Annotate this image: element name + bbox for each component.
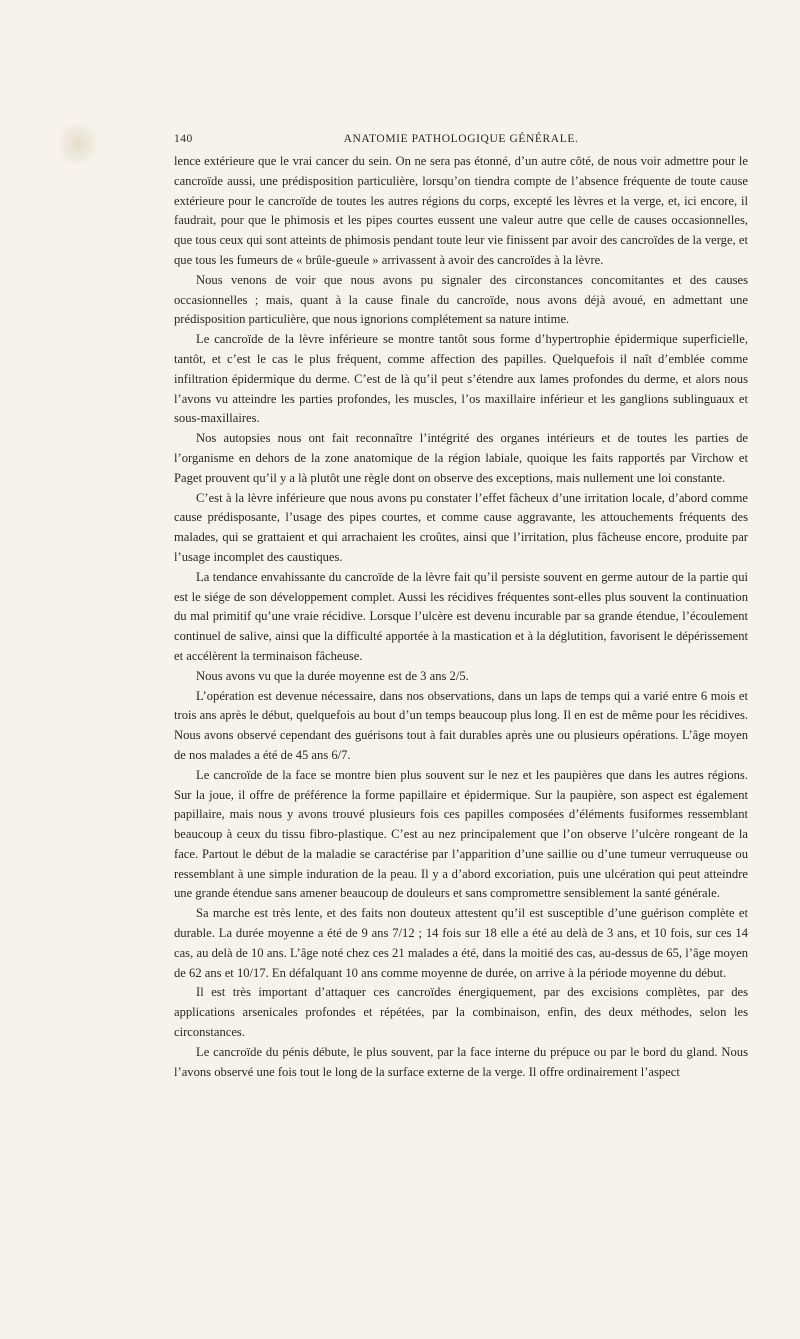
- paragraph: Nous venons de voir que nous avons pu signaler des circonstances concomitantes et des causes occasionnelles ; mais, quant à la cause finale du cancroïde, nous avons déjà avoué, en admettant une prédisposition particulière, que nous ignorions complétement sa nature intime.: [174, 272, 748, 327]
- paragraph: Nous avons vu que la durée moyenne est de 3 ans 2/5.: [196, 668, 469, 683]
- paragraph: Nos autopsies nous ont fait reconnaître l’intégrité des organes intérieurs et de toutes les parties de l’organisme en dehors de la zone anatomique de la région labiale, quoique les faits rapportés par Virchow et Paget prouvent qu’il y a là plutôt une règle dont on observe des exceptions, mais nullement une loi constante.: [174, 431, 748, 485]
- paragraph: Sa marche est très lente, et des faits non douteux attestent qu’il est susceptible d’une guérison complète et durable. La durée moyenne a été de 9 ans 7/12 ; 14 fois sur 18 elle a été au delà de 3 ans, et 10 fois, sur ces 14 cas, au delà de 10 ans. L’âge noté chez ces 21 malades a été, dans la moitié des cas, au-dessus de 65, l’âge moyen de 62 ans et 10/17. En défalquant 10 ans comme moyenne de durée, on arrive à la période moyenne du début.: [174, 906, 748, 980]
- body-text: [174, 152, 748, 1082]
- page-number: 140: [174, 133, 193, 145]
- paragraph: Le cancroïde de la lèvre inférieure se montre tantôt sous forme d’hypertrophie épidermique superficielle, tantôt, et c’est le cas le plus fréquent, comme affection des papilles. Quelquefois il naît d’emblée comme infiltration épidermique du derme. C’est de là qu’il peut s’étendre aux lames profondes du derme, et alors nous l’avons vu atteindre les parties profondes, les muscles, l’os maxillaire inférieur et les ganglions sublinguaux et sous-maxillaires.: [174, 332, 748, 426]
- paragraph-continued: lence extérieure que le vrai cancer du sein. On ne sera pas étonné, d’un autre côté, de nous voir admettre pour le cancroïde aussi, une prédisposition particulière, lorsqu’on tiendra compte de l’absence fréquente de toute cause extérieure pour le cancroïde de toutes les autres régions du corps, excepté les lèvres et la verge, et, ici encore, il faudrait, pour que le phimosis et les pipes courtes eussent une valeur autre que celle de causes occasionnelles, que tous ceux qui sont atteints de phimosis pendant toute leur vie finissent par avoir des cancroïdes de la verge, et que tous les fumeurs de « brûle-gueule » arrivassent à avoir des cancroïdes à la lèvre.: [174, 154, 748, 267]
- running-title: ANATOMIE PATHOLOGIQUE GÉNÉRALE.: [343, 133, 579, 145]
- paragraph: C’est à la lèvre inférieure que nous avons pu constater l’effet fâcheux d’une irritation locale, d’abord comme cause prédisposante, l’usage des pipes courtes, et comme cause aggravante, les attouchements fréquents des malades, qui se grattaient et qui arrachaient les croûtes, ainsi que l’irritation, plus fâcheuse encore, produite par l’usage incomplet des caustiques.: [174, 490, 748, 564]
- paragraph: Il est très important d’attaquer ces cancroïdes énergiquement, par des excisions complètes, par des applications arsenicales profondes et répétées, par la combinaison, enfin, des deux méthodes, selon les circonstances.: [174, 985, 748, 1040]
- paragraph: L’opération est devenue nécessaire, dans nos observations, dans un laps de temps qui a varié entre 6 mois et trois ans après le début, quelquefois au bout d’un temps beaucoup plus long. Il en est de même pour les récidives. Nous avons observé cependant des guérisons tout à fait durables après une ou plusieurs opérations. L’âge moyen de nos malades a été de 45 ans 6/7.: [174, 688, 748, 762]
- paragraph: Le cancroïde de la face se montre bien plus souvent sur le nez et les paupières que dans les autres régions. Sur la joue, il offre de préférence la forme papillaire et épidermique. Sur la paupière, son aspect est également papillaire, mais nous y avons trouvé plusieurs fois ces papilles composées d’éléments fusiformes ressemblant beaucoup à ceux du tissu fibro-plastique. C’est au nez principalement que l’on observe l’ulcère rongeant de la face. Partout le début de la maladie se caractérise par l’apparition d’une saillie ou d’une tumeur verruqueuse ou ressemblant à une simple induration de la peau. Il y a d’abord excoriation, puis une ulcération qui peut atteindre une grande étendue sans amener beaucoup de douleurs et sans compromettre sensiblement la santé générale.: [174, 767, 748, 901]
- paper-stain: [58, 122, 98, 166]
- page-header: [174, 133, 748, 149]
- paragraph: Le cancroïde du pénis débute, le plus souvent, par la face interne du prépuce ou par le bord du gland. Nous l’avons observé une fois tout le long de la surface externe de la verge. Il offre ordinairement l’aspect: [174, 1044, 748, 1079]
- paragraph: La tendance envahissante du cancroïde de la lèvre fait qu’il persiste souvent en germe autour de la partie qui est le siége de son développement complet. Aussi les récidives fréquentes sont-elles plus souvent la continuation du mal primitif qu’une vraie récidive. Lorsque l’ulcère est devenu incurable par sa grande étendue, l’écoulement continuel de salive, ainsi que la difficulté apportée à la mastication et à la déglutition, favorisent le dépérissement et accélèrent la terminaison fâcheuse.: [174, 569, 748, 663]
